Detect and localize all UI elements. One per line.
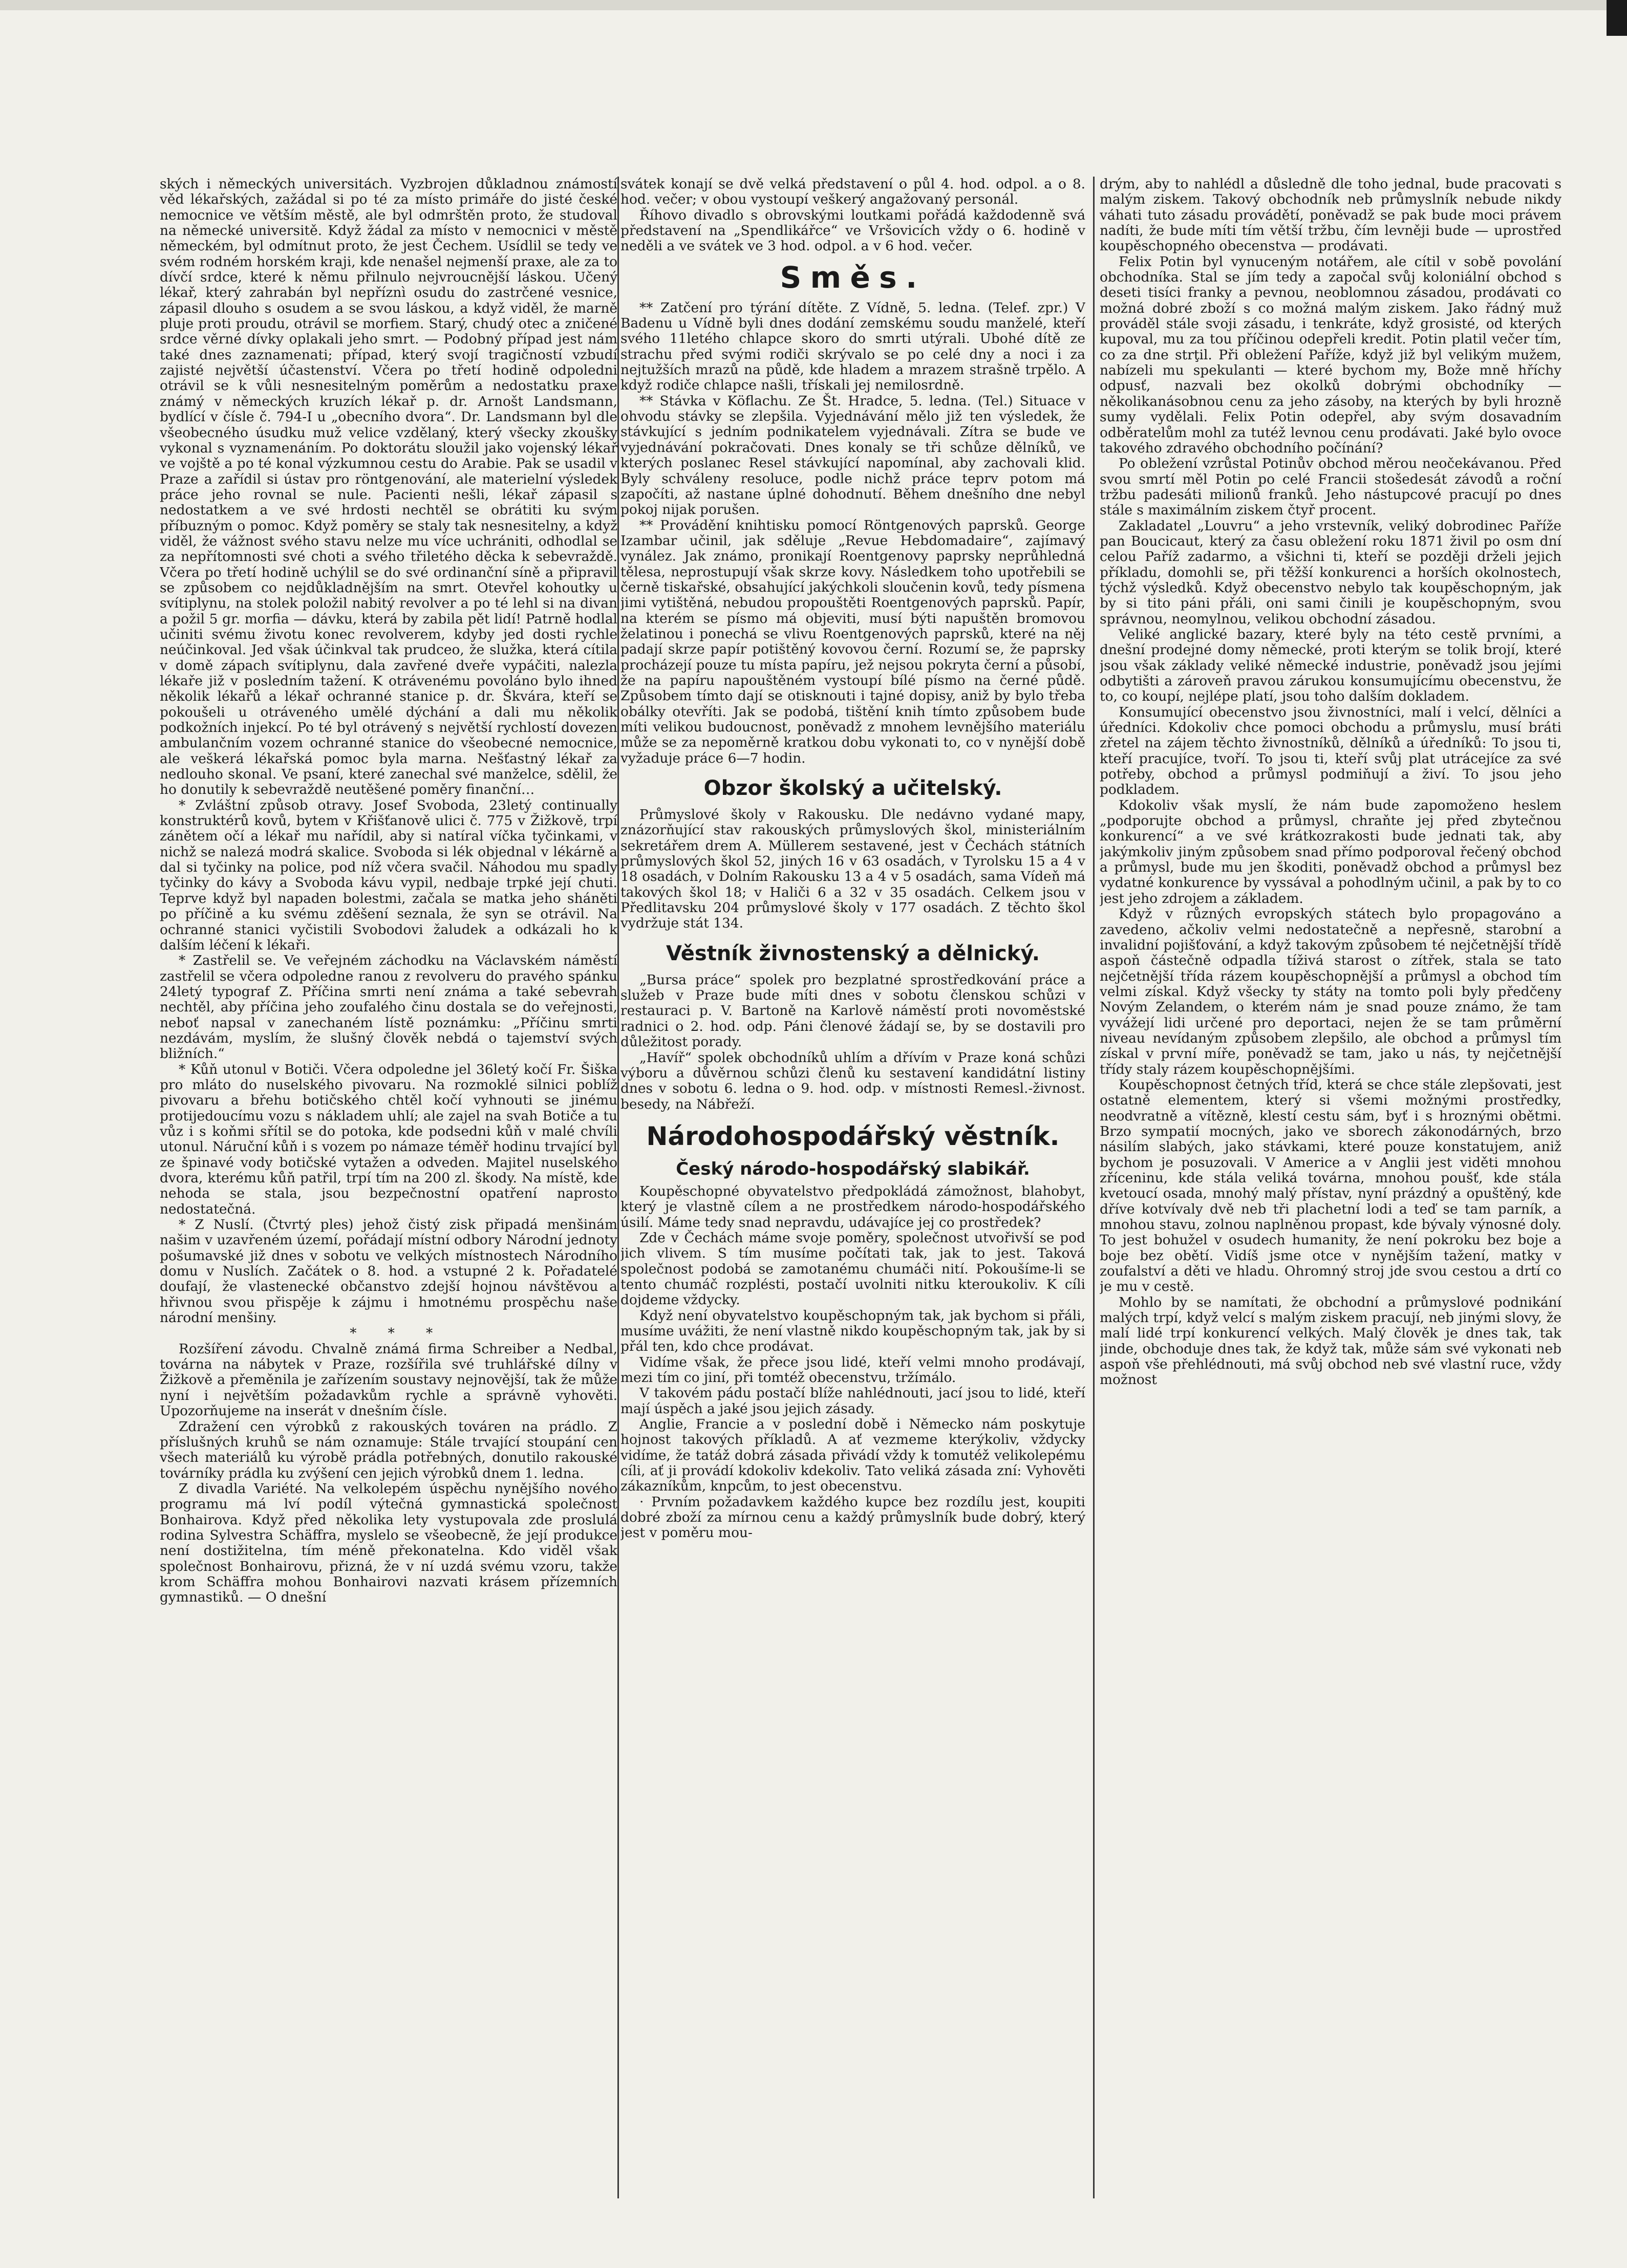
article-paragraph: Po obležení vzrůstal Potinův obchod měrou neočekávanou. Před svou smrtí měl Potin po celé Francii stošedesát závodů a roční tržbu padesáti milionů franků. Jeho nástupcové pracují po dnes stále s maximálním ziskem čtyř procent. xyxy=(1100,456,1561,519)
column-middle xyxy=(620,177,1085,2198)
article-paragraph: Průmyslové školy v Rakousku. Dle nedávno vydané mapy, znázorňující stav rakouských průmyslových škol, ministeriálním sekretářem drem A. Müllerem sestavené, jest v Čechách státních průmyslových škol 52, jiných 16 v 63 osadách, v Tyrolsku 15 a 4 v 18 osadách, v Dolním Rakousku 13 a 4 v 5 osadách, sama Vídeň má takových škol 18; v Haliči 6 a 32 v 35 osadách. Celkem jsou v Předlitavsku 204 průmyslové školy v 177 osadách. Z těchto škol vydržuje stát 134. xyxy=(620,807,1085,932)
section-heading: Obzor školský a učitelský. xyxy=(703,776,1002,801)
asterism: * * * xyxy=(350,1325,446,1342)
article-paragraph: ** Zatčení pro týrání dítěte. Z Vídně, 5. ledna. (Telef. zpr.) V Badenu u Vídně byli dnes dodání zemskému soudu manželé, kteří svého 11letého chlapce skoro do smrti utýrali. Ubohé dítě ze strachu před svými rodiči skrývalo se po celé dny a noci i za nejtužších mrazů na půdě, kde hladem a mrazem strašně trpělo. A když rodiče chlapce našli, třískali jej nemilosrdně. xyxy=(620,299,1085,394)
article-paragraph: ** Provádění knihtisku pomocí Röntgenových paprsků. George Izambar učinil, jak sděluje „Revue Hebdomadaire“, zajímavý vynález. Jak známo, pronikají Roentgenovy paprsky neprůhledná tělesa, neprostupují však skrze kovy. Následkem toho upotřebili se černě tiskařské, obsahující jakýchkoli sloučenin kovů, tedy písmena jimi vytištěná, nebudou propouštěti Roentgenových paprsků. Papír, na kterém se písmo má objeviti, musí býti napuštěn bromovou želatinou i ponechá se vlivu Roentgenových paprsků, které na něj padají skrze papír potištěný kovovou černí. Rozumí se, že paprsky procházejí pouze tu místa papíru, jež nejsou pokryta černí a působí, že na papíru napouštěném vystoupí bílé písmo na černé půdě. Způsobem tímto dají se otisknouti i tajné dopisy, aniž by bylo třeba obálky otevříti. Jak se podobá, tištění knih tímto způsobem bude míti velikou budoucnost, poněvadž z mnohem levnějšího materiálu může se za nepoměrně kratkou dobu vykonati to, co v nynější době vyžaduje práce 6—7 hodin. xyxy=(620,517,1085,766)
article-paragraph: Když v různých evropských státech bylo propagováno a zavedeno, ačkoliv velmi nedostatečně a nepřesně, starobní a invalidní pojišťování, a když takovým způsobem té nejčetnější třídě aspoň částečně odpadla tíživá starost o zítřek, stala se tato nejčetnější třída rázem koupěschopnější a průmysl a obchod tím velmi získal. Když všecky ty státy na tomto poli byly předčeny Novým Zelandem, o kterém nám je snad pouze známo, že tam vyvážejí lidi určené pro deportaci, nejen že se tam průměrní niveau nevídaným způsobem zlepšilo, ale obchod a průmysl tím získal v první míře, poněvadž se tam, jako u nás, ty nejčetnější třídy staly rázem koupěschopnějšími. xyxy=(1100,906,1561,1077)
article-paragraph: Koupěschopnost četných tříd, která se chce stále zlepšovati, jest ostatně elementem, který si všemi možnými prostředky, neodvratně a vítězně, klestí cestu sám, byť i s hroznými obětmi. Brzo sympatií mocných, jako ve sborech zákonodárných, brzo násilím slabých, jako stávkami, které pouze konstatujem, aniž bychom je posuzovali. V Americe a v Anglii jest viděti mnohou zříceninu, kde stála veliká továrna, mnohou poušť, kde stála kvetoucí osada, mnohý malý přístav, nyní prázdný a opuštěný, kde dříve kotvívaly dvě neb tři plachetní lodi a teď se tam parník, a mnohou stavu, zolnou naplněnou propast, kde bývaly výnosné doly. To jest bohužel v osudech humanity, že není pokroku bez boje a boje bez obětí. Vidíš jsme otce v nynějším tažení, matky v zoufalství a děti ve hladu. Ohromný stroj jde svou cestou a drtí co je mu v cestě. xyxy=(1100,1076,1561,1295)
article-paragraph: Zdražení cen výrobků z rakouských továren na prádlo. Z příslušných kruhů se nám oznamuje: Stále trvající stoupání cen všech materiálů ku výrobě prádla potřebných, donutilo rakouské továrníky prádla ku zvýšení cen jejich výrobků dnem 1. ledna. xyxy=(160,1418,617,1481)
article-paragraph: Kdokoliv však myslí, že nám bude zapomoženo heslem „podporujte obchod a průmysl, chraňte jej před zbytečnou konkurencí“ a ve své krátkozrakosti bude jednati tak, aby jakýmkoliv jiným způsobem snad přímo podporoval řečený obchod a průmysl, bude mu jen škoditi, poněvadž obchod a průmysl bez vydatné konkurence by vyssával a pohodlným učinil, a pak by to co jest jeho zdrojem a základem. xyxy=(1100,797,1561,906)
article-paragraph: Vidíme však, že přece jsou lidé, kteří velmi mnoho prodávají, mezi tím co jiní, při tomtéž obecenstvu, tržímálo. xyxy=(620,1354,1085,1386)
column-left xyxy=(160,177,617,2198)
section-heading: Český národo-hospodářský slabikář. xyxy=(676,1158,1030,1179)
article-paragraph: „Bursa práce“ spolek pro bezplatné sprostředkování práce a služeb v Praze bude míti dnes v sobotu členskou schůzi v restauraci p. V. Bartoně na Karlově náměstí proti novoměstské radnici o 2. hod. odp. Páni členové žádají se, by se dostavili pro důležitost porady. xyxy=(620,971,1085,1050)
article-paragraph: ských i německých universitách. Vyzbrojen důkladnou známostí věd lékařských, zažádal si po té za místo primáře do jisté české nemocnice ve větším městě, ale byl odmrštěn proto, že studoval na německé universitě. Když žádal za místo v nemocnici v městě německém, byl odmítnut proto, že jest Čechem. Usídlil se tedy ve svém rodném horském kraji, kde nenašel nejmenší praxe, ale za to dívčí srdce, které k němu přilnulo nejvroucnější láskou. Učený lékař, který zahrabán byl nepříznì osudu do zastrčené vesnice, zápasil dlouho s osudem a se svou láskou, a když viděl, že marně pluje proti proudu, otrávil se morfiem. Starý, chudý otec a zničené srdce věrné dívky oplakali jeho smrt. — Podobný případ jest nám také dnes zaznamenati; případ, který svojí tragičností vzbudí zajisté největší účastenství. Včera po třetí hodině odpoledni otrávil se k vůli nesnesitelným poměrům a nedostatku praxe známý v německých kruzích lékař p. dr. Arnošt Landsmann, bydlící v čísle č. 794-I u „obecního dvora“. Dr. Landsmann byl dle všeobecného úsudku muž velice vzdělaný, který všecky zkoušky vykonal s vyznamenáním. Po doktorátu sloužil jako vojenský lékař ve vojště a po té konal výzkumnou cestu do Arabie. Pak se usadil v Praze a zařídil si ústav pro röntgenování, ale materielní výsledek práce jeho rovnal se nule. Pacienti nešli, lékař zápasil s nedostatkem a ve své hrdosti nechtěl se obrátiti ku svým příbuzným o pomoc. Když poměry se staly tak nesnesitelny, a když viděl, že vážnost svého stavu nelze mu více uchrániti, odhodlal se za nepřítomnosti své choti a svého třiletého děcka k sebevraždě. Včera po třetí hodině uchýlil se do své ordinanční síně a připravil se způsobem co nejdůkladnějším na smrt. Otevřel kohoutky u svítiplynu, na stolek položil nabitý revolver a po té lehl si na divan a požil 5 gr. morfia — dávku, která by zabila pět lidí! Patrně hodlal učiniti svému životu konec revolverem, kdyby jed dosti rychle neúčinkoval. Jed však účinkval tak prudceo, že služka, která cítila v domě zápach svítiplynu, dala zavřené dveře vypáčiti, nalezla lékaře již v posledním tažení. K otrávenému povoláno bylo ihned několik lékařů a lékař ochranné stanice p. dr. Škvára, kteří se pokoušeli u otráveného umělé dýchání a dali mu několik podkožních injekcí. Po té byl otrávený s největší rychlostí dovezen ambulančním vozem ochranné stanice do všeobecné nemocnice, ale veškerá lékařská pomoc byla marna. Nešťastný lékař za nedlouho skonal. Ve psaní, které zanechal své manželce, sdělil, že ho donutily k sebevraždě neutěšené poměry finanční… xyxy=(160,177,617,798)
article-paragraph: ** Stávka v Köflachu. Ze Št. Hradce, 5. ledna. (Tel.) Situace v ohvodu stávky se zlepšila. Vyjednávání mělo již ten výsledek, že stávkující s jedním podnikatelem vyjednávali. Zítra se bude ve vyjednávání pokračovati. Dnes konaly se tři schůze dělníků, ve kterých poslanec Resel stávkující napomínal, aby zachovali klid. Byly schváleny resoluce, podle nichž práce teprv potom má započíti, až nastane úplné dohodnutí. Během dnešního dne nebyl pokoj nijak porušen. xyxy=(620,393,1085,518)
article-paragraph: * Kůň utonul v Botiči. Včera odpoledne jel 36letý kočí Fr. Šiška pro mláto do nuselského pivovaru. Na rozmoklé silnici poblíž pivovaru a břehu botičského chtěl kočí vyhnouti se jinému protijedoucímu vozu s nákladem uhlí; ale zajel na svah Botiče a tu vůz i s koňmi sřítil se do potoka, kde podsedni kůň v malé chvíli utonul. Náruční kůň i s vozem po námaze téměř hodinu trvající byl ze špinavé vody botičské vytažen a odveden. Majitel nuselského dvora, kterému kůň patřil, trpí tím na 200 zl. škody. Na místě, kde nehoda se stala, jsou bezpečnostní opatření naprosto nedostatečná. xyxy=(160,1061,617,1217)
article-paragraph: „Havíř“ spolek obchodníků uhlím a dřívím v Praze koná schůzi výboru a důvěrnou schůzi členů ku sestavení kandidátní listiny dnes v sobotu 6. ledna o 9. hod. odp. v místnosti Remesl.-živnost. besedy, na Nábřeží. xyxy=(620,1049,1085,1112)
section-heading: Národohospodářský věstník. xyxy=(646,1121,1060,1151)
article-paragraph: * Z Nuslí. (Čtvrtý ples) jehož čistý zisk připadá menšinám našim v uzavřeném území, pořádají místní odbory Národní jednoty pošumavské již dnes v sobotu ve velkých místnostech Národního domu v Nuslích. Začátek o 8. hod. a vstupné 2 k. Pořadatelé doufají, že vlastenecké občanstvo zdejší hojnou návštěvou a hřivnou svou přispěje k zájmu i hmotnému prospěchu naše národní menšiny. xyxy=(160,1217,617,1326)
column-divider-1 xyxy=(617,177,619,2198)
article-paragraph: Rozšíření závodu. Chvalně známá firma Schreiber a Nedbal, továrna na nábytek v Praze, rozšířila své truhlářské dílny v Žižkově a přeměnila je zařízením soustavy nejnovější, tak že může nyní i největším požadavkům rychle a správně vyhověti. Upozorňujeme na inserát v dnešním čísle. xyxy=(160,1341,617,1419)
section-heading: Směs. xyxy=(780,260,926,295)
article-paragraph: svátek konají se dvě velká představení o půl 4. hod. odpol. a o 8. hod. večer; v obou vystoupí veškerý angažovaný personál. xyxy=(620,177,1085,208)
article-paragraph: Mohlo by se namítati, že obchodní a průmyslové podnikání malých trpí, když velcí s malým ziskem pracují, neb jinými slovy, že malí lidé trpí konkurencí velkých. Malý člověk je dnes tak, tak jinde, obchoduje dnes tak, že když tak, může sám své vykonati neb aspoň vše přehlédnouti, má svůj obchod neb své vlastní ruce, vždy možnost xyxy=(1100,1294,1561,1388)
article-paragraph: V takovém pádu postačí blíže nahlédnouti, jací jsou to lidé, kteří mají úspěch a jaké jsou jejich zásady. xyxy=(620,1385,1085,1417)
article-paragraph: Zakladatel „Louvru“ a jeho vrstevník, veliký dobrodinec Paříže pan Boucicaut, který za času obležení roku 1871 živil po osm dní celou Paříž zadarmo, a všichni ti, kteří se později drželi jejich příkladu, domohli se, při těžší konkurenci a horších okolnostech, týchž výsledků. Když obecenstvo nebylo tak koupěschopným, jak by si tito páni přáli, oni sami činili je koupěschopným, svou správnou, neomylnou, velikou obchodní zásadou. xyxy=(1100,517,1561,627)
scan-corner-mark xyxy=(1607,0,1627,36)
article-paragraph: Veliké anglické bazary, které byly na této cestě prvními, a dnešní prodejné domy německé, proti kterým se tolik brojí, které jsou však základy veliké německé industrie, poněvadž jsou jejími odbytišti a zároveň pravou zárukou konsumujícímu obecenstvu, že to, co koupí, nejlépe platí, jsou toho dalším dokladem. xyxy=(1100,626,1561,705)
article-paragraph: Felix Potin byl vynuceným notářem, ale cítil v sobě povolání obchodníka. Stal se jím tedy a započal svůj koloniální obchod s deseti tisíci franky a pevnou, neoblomnou zásadou, prodávati co možná dobré zboží s co možná malým ziskem. Jako řádný muž prováděl stále svoji zásadu, i tenkráte, když grosisté, od kterých kupoval, mu za tou příčinou odepřeli kredit. Potin platil večer tím, co za dne strţil. Při obležení Paříže, když již byl velikým mužem, nabízeli mu spekulanti — které bychom my, Bože mně hříchy odpusť, nazvali bez okolků dobrými obchodníky — několikanásobnou cenu za jeho zásoby, na kterých by byli hrozně sumy vydělali. Felix Potin odepřel, aby svým dosavadním odběratelům mohl za tutéž levnou cenu prodávati. Jaké bylo ovoce takového zdravého obchodního počínání? xyxy=(1100,253,1561,456)
article-paragraph: Anglie, Francie a v poslední době i Německo nám poskytuje hojnost takových příkladů. A ať vezmeme kterýkoliv, vždycky vidíme, že tatáž dobrá zásada přivádí vždy k tomutéž velikolepému cíli, ať ji provádí kdokoliv kdekoliv. Tato veliká zásada zní: Vyhověti zákazníkům, knpcům, to jest obecenstvu. xyxy=(620,1416,1085,1495)
column-right xyxy=(1100,177,1561,2198)
article-paragraph: Zde v Čechách máme svoje poměry, společnost utvořivší se pod jich vlivem. S tím musíme počítati tak, jak to jest. Taková společnost podobá se zamotanému chumáči nití. Pokoušíme-li se tento chumáč rozplésti, postačí uvolniti nitku kteroukoliv. K cíli dojdeme vždycky. xyxy=(620,1229,1085,1308)
article-paragraph: Koupěschopné obyvatelstvo předpokládá zámožnost, blahobyt, který je vlastně cílem a ne prostředkem národo-hospodářského úsilí. Máme tedy snad nepravdu, udávajíce jej co prostředek? xyxy=(620,1183,1085,1230)
column-divider-2 xyxy=(1093,177,1095,2198)
article-paragraph: Konsumující obecenstvo jsou živnostníci, malí i velcí, dělníci a úředníci. Kdokoliv chce pomoci obchodu a průmyslu, musí bráti zřetel na zájem těchto živnostníků, dělníků a úředníků: To jsou ti, kteří pracujíce, tvoří. To jsou ti, kteří svůj plat utrácejíce za své potřeby, obchod a průmysl podmiňují a živí. To jsou jeho podkladem. xyxy=(1100,704,1561,798)
article-paragraph: Z divadla Variété. Na velkolepém úspěchu nynějšího nového programu má lví podíl výtečná gymnastická společnost Bonhairova. Když před několika lety vystupovala zde proslulá rodina Sylvestra Schäffra, myslelo se všeobecně, že její produkce není dostižitelna, tím méně překonatelna. Kdo viděl však společnost Bonhairovu, přizná, že v ní uzdá svému vzoru, takže krom Schäffra mohou Bonhairovi nazvati krásem přízemních gymnastiků. — O dnešní xyxy=(160,1480,617,1606)
page-top-edge xyxy=(0,0,1627,10)
article-paragraph: * Zastřelil se. Ve veřejném záchodku na Václavském náměstí zastřelil se včera odpoledne ranou z revolveru do pravého spánku 24letý typograf Z. Příčina smrti není známa a také sebevrah nechtěl, aby příčina jeho zoufalého činu dostala se do veřejnosti, neboť napsal v zanechaném lístě poznámku: „Příčinu smrti nezdávám, myslím, že slušný člověk nebdá o tajemství svých bližních.“ xyxy=(160,953,617,1062)
section-heading: Věstník živnostenský a dělnický. xyxy=(666,941,1040,965)
article-paragraph: Říhovo divadlo s obrovskými loutkami pořádá každodenně svá představení na „Spendlikářce“ ve Vršovicích vždy o 6. hodině v neděli a ve svátek ve 3 hod. odpol. a v 6 hod. večer. xyxy=(620,207,1085,254)
article-paragraph: drým, aby to nahlédl a důsledně dle toho jednal, bude pracovati s malým ziskem. Takový obchodník neb průmyslník nebude nikdy váhati tuto zásadu provádětí, poněvadž se pak bude moci právem nadíti, že bude míti tím větší tržbu, čím levněji bude — uprostřed koupěschopného obecenstva — prodávati. xyxy=(1100,177,1561,254)
article-paragraph: · Prvním požadavkem každého kupce bez rozdílu jest, koupiti dobré zboží za mírnou cenu a každý průmyslník bude dobrý, který jest v poměru mou- xyxy=(620,1494,1085,1541)
article-paragraph: * Zvláštní způsob otravy. Josef Svoboda, 23letý continually konstruktérů kovů, bytem v Křišťanově ulici č. 775 v Žižkově, trpí zánětem očí a lékař mu nařídil, aby si natíral víčka tyčinkami, v nichž se nalezá modrá skalice. Svoboda si lék objednal v lékárně a dal si tyčinky na police, pod níž včera svačil. Náhodou mu spadly tyčinky do kávy a Svoboda kávu vypil, nedbaje trpké její chuti. Teprve když byl napaden bolestmi, začala se matka jeho sháněti po příčině a ku svému zděšení seznala, že syn se otrávil. Na ochranné stanici vyčistili Svobodovi žaludek a odkázali ho k dalším léčení k lékaři. xyxy=(160,797,617,953)
article-paragraph: Když není obyvatelstvo koupěschopným tak, jak bychom si přáli, musíme uvážiti, že není vlastně nikdo koupěschopným tak, jak by si přál ten, kdo chce prodávat. xyxy=(620,1307,1085,1355)
